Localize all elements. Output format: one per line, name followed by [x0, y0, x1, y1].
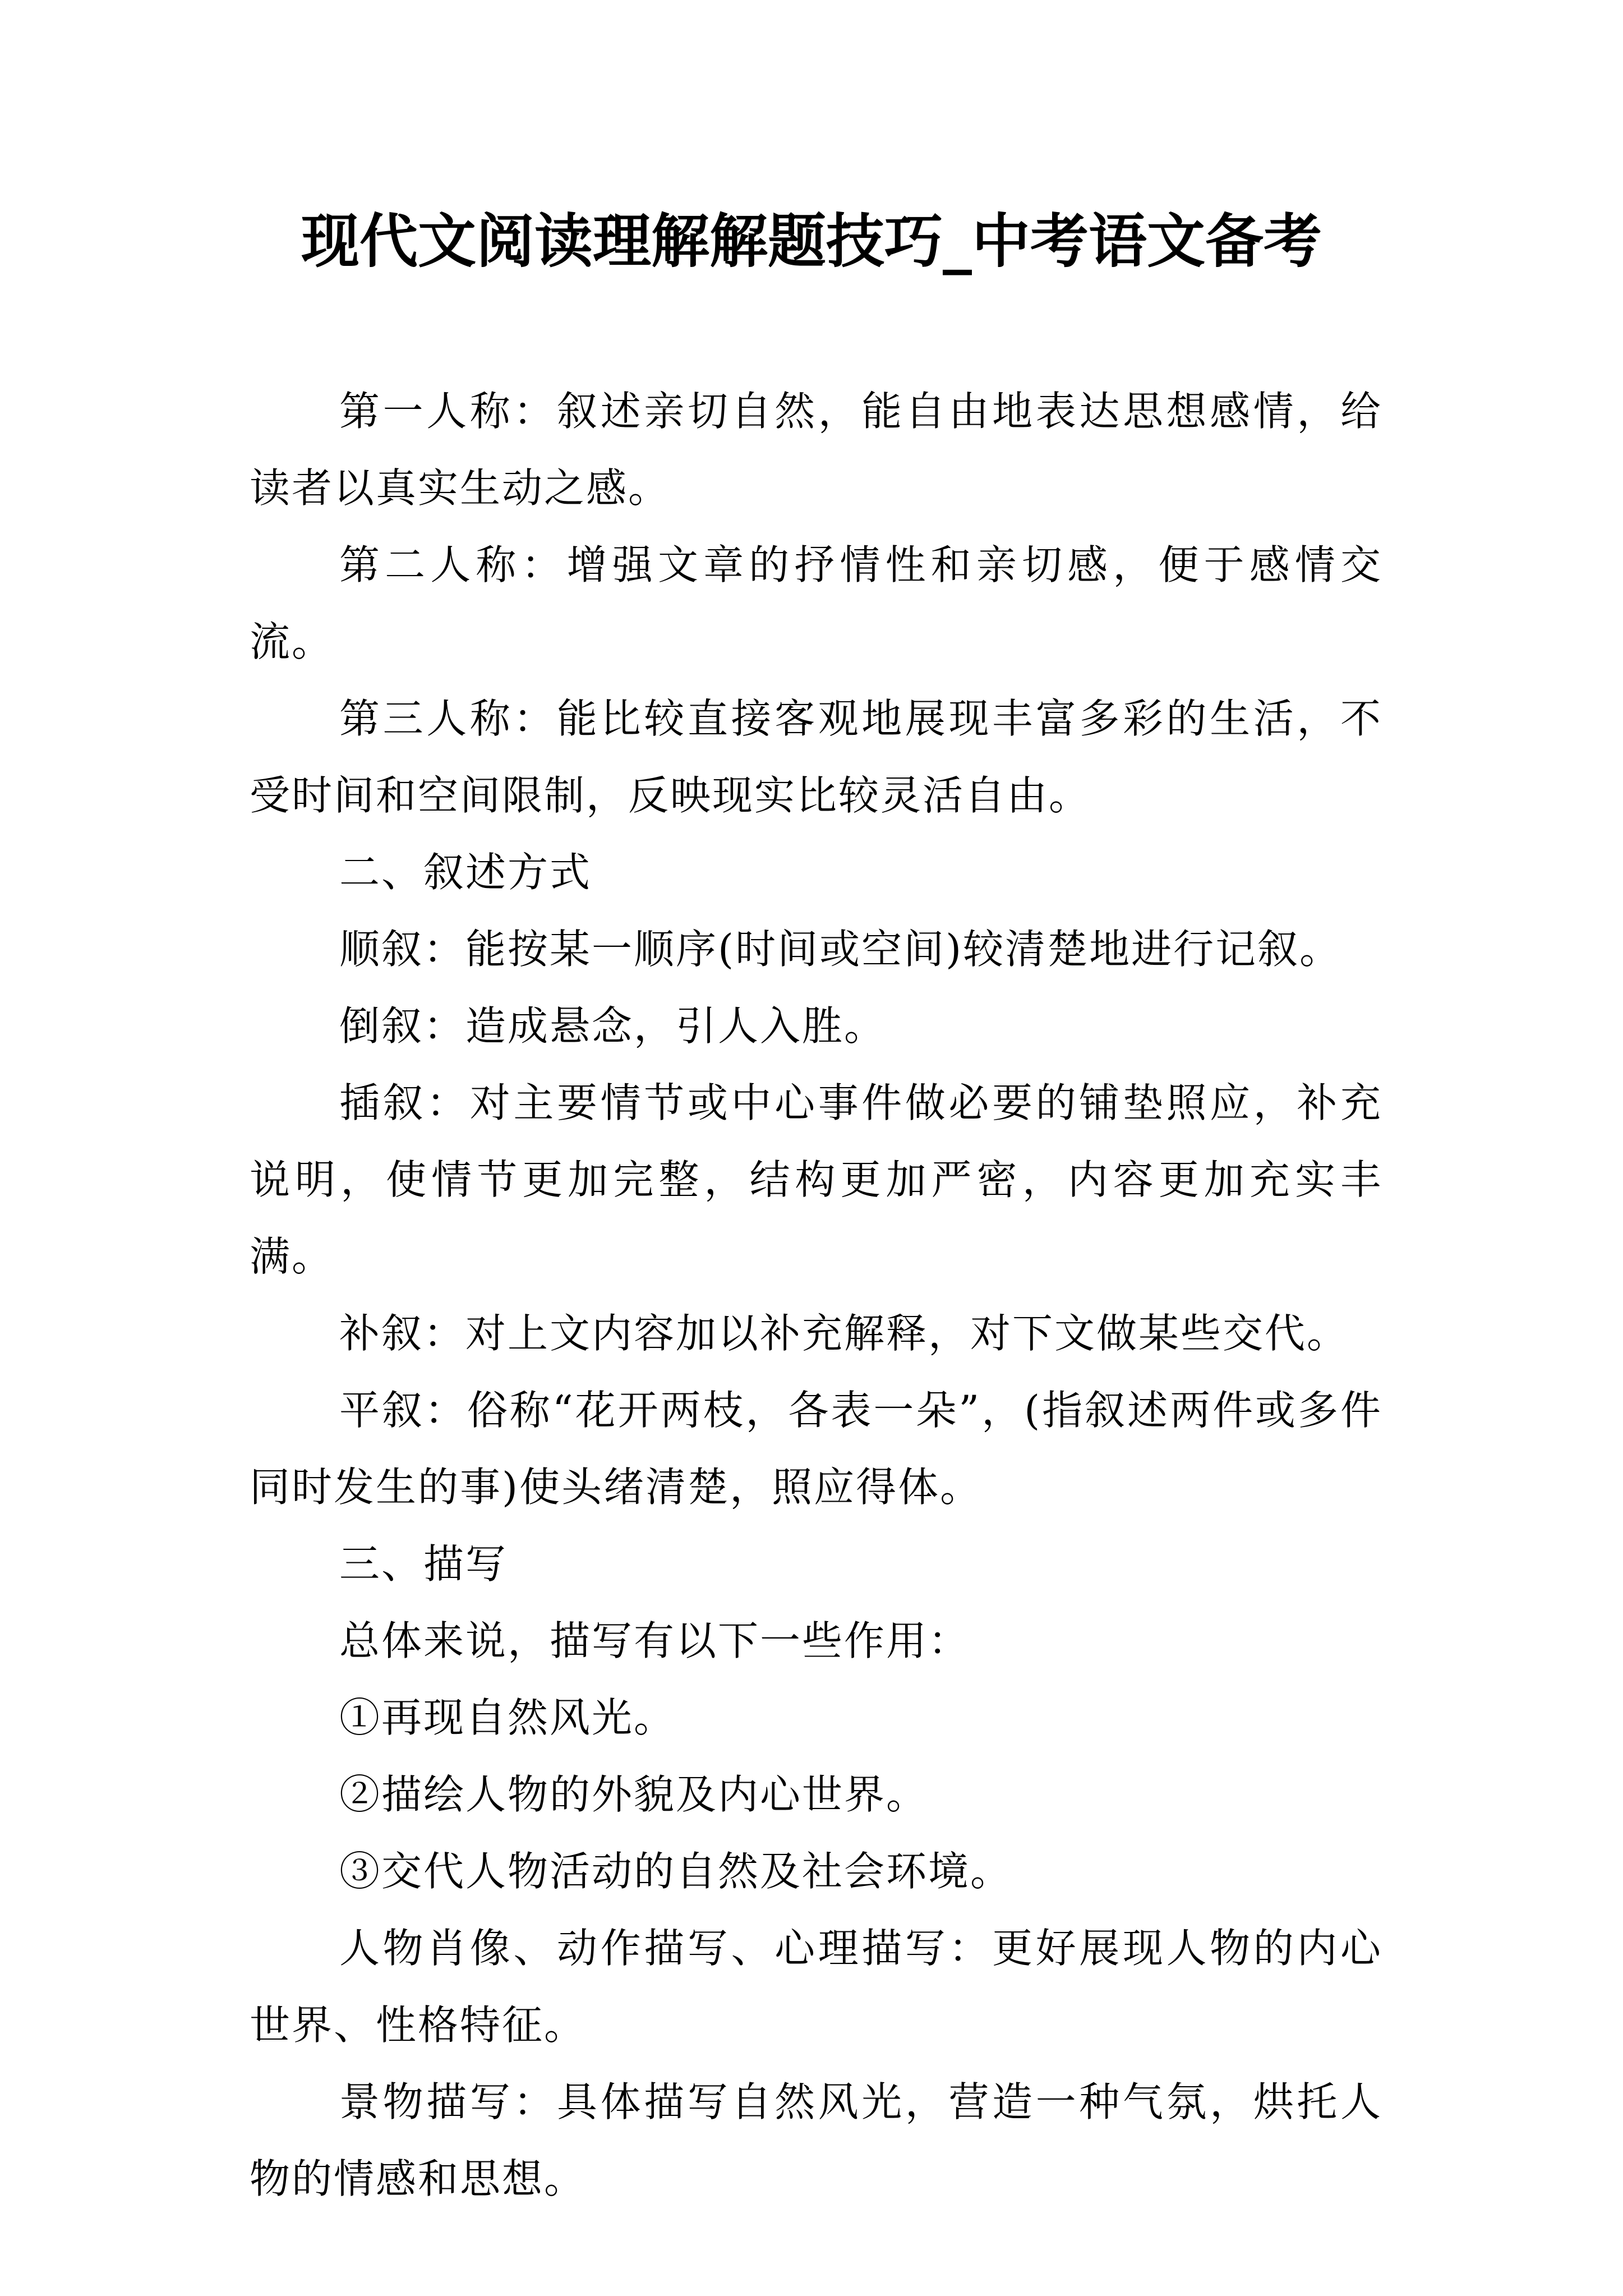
paragraph-description-intro: 总体来说，描写有以下一些作用： [339, 1617, 971, 1664]
paragraph-interpolation: 插叙：对主要情节或中心事件做必要的铺垫照应，补充说明，使情节更加完整，结构更加严密，内容更加充实丰满。 [250, 1079, 1382, 1280]
document-title: 现代文阅读理解解题技巧_中考语文备考 [301, 206, 1322, 275]
paragraph-supplementary: 补叙：对上文内容加以补充解释，对下文做某些交代。 [339, 1310, 1349, 1357]
list-item-3: ③交代人物活动的自然及社会环境。 [339, 1848, 1013, 1895]
paragraph-character-description: 人物肖像、动作描写、心理描写：更好展现人物的内心世界、性格特征。 [250, 1925, 1382, 2049]
list-item-2: ②描绘人物的外貌及内心世界。 [339, 1771, 929, 1818]
paragraph-second-person: 第二人称：增强文章的抒情性和亲切感，便于感情交流。 [250, 541, 1382, 665]
paragraph-chronological: 顺叙：能按某一顺序(时间或空间)较清楚地进行记叙。 [339, 926, 1342, 973]
paragraph-scenery-description: 景物描写：具体描写自然风光，营造一种气氛，烘托人物的情感和思想。 [250, 2078, 1382, 2202]
section-heading-narration-methods: 二、叙述方式 [339, 849, 592, 896]
section-heading-description: 三、描写 [339, 1540, 508, 1588]
paragraph-third-person: 第三人称：能比较直接客观地展现丰富多彩的生活，不受时间和空间限制，反映现实比较灵活自由。 [250, 695, 1382, 819]
document-body [250, 373, 1382, 2217]
paragraph-parallel: 平叙：俗称“花开两枝，各表一朵”，(指叙述两件或多件同时发生的事)使头绪清楚，照应得体。 [250, 1387, 1382, 1511]
paragraph-first-person: 第一人称：叙述亲切自然，能自由地表达思想感情，给读者以真实生动之感。 [250, 388, 1382, 512]
paragraph-flashback: 倒叙：造成悬念，引人入胜。 [339, 1002, 887, 1050]
list-item-1: ①再现自然风光。 [339, 1694, 676, 1741]
